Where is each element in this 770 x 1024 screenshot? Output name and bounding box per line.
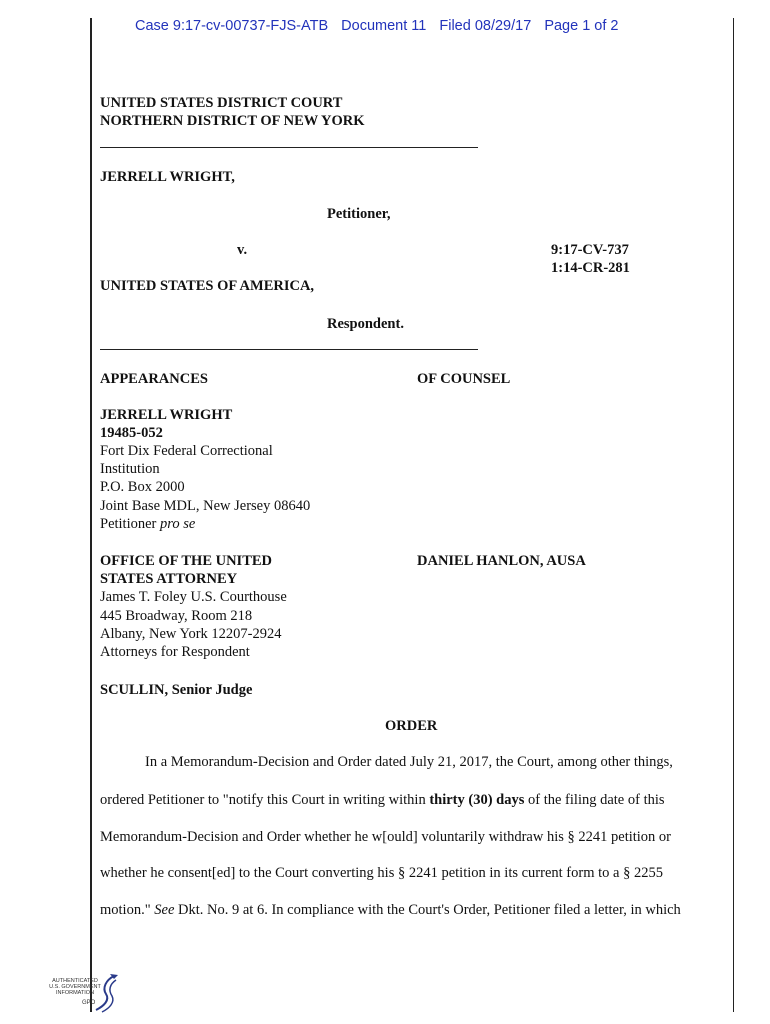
petitioner-address-line: Joint Base MDL, New Jersey 08640 [100,498,311,514]
body-text-segment: Dkt. No. 9 at 6. In compliance with the Court's Order, Petitioner filed a letter, in which [174,902,681,918]
body-text-segment: of the filing date of this [524,792,665,808]
appearances-heading: APPEARANCES [100,371,208,387]
body-text-line [100,902,681,919]
document-number: Document 11 [341,18,427,34]
caption-rule-bottom [100,349,478,350]
case-number: Case 9:17-cv-00737-FJS-ATB [135,18,329,34]
petitioner-address-line: Fort Dix Federal Correctional [100,443,273,459]
petitioner-name: JERRELL WRIGHT, [100,169,235,185]
caption-rule-top [100,147,478,148]
respondent-address-line: Albany, New York 12207-2924 [100,626,282,642]
versus: v. [237,242,248,258]
respondent-office: OFFICE OF THE UNITED [100,553,273,569]
of-counsel-heading: OF COUNSEL [417,371,511,387]
respondent-role: Respondent. [327,316,404,332]
body-text-line: Memorandum-Decision and Order whether he w[ould] voluntarily withdraw his § 2241 petition or [100,829,672,845]
petitioner-register-number: 19485-052 [100,425,163,441]
body-text-segment: ordered Petitioner to "notify this Court in writing within [100,792,430,808]
gpo-seal-line: AUTHENTICATED [52,978,98,984]
petitioner-role: Petitioner, [327,206,391,222]
body-text-segment: motion." [100,902,155,918]
case-number-criminal: 1:14-CR-281 [551,260,630,276]
court-district: NORTHERN DISTRICT OF NEW YORK [100,113,365,129]
order-title: ORDER [385,718,438,734]
role-prefix: Petitioner [100,516,161,532]
body-text-line: whether he consent[ed] to the Court converting his § 2241 petition in its current form to a § 2255 [100,865,663,881]
gpo-authentication-seal [44,972,134,1018]
page-indicator: Page 1 of 2 [544,18,619,34]
gpo-label: GPO [82,1000,96,1006]
respondent-address-line: James T. Foley U.S. Courthouse [100,589,287,605]
respondent-counsel: DANIEL HANLON, AUSA [417,553,586,569]
respondent-role: Attorneys for Respondent [100,644,250,660]
case-number-civil: 9:17-CV-737 [551,242,629,258]
judge-name: SCULLIN, Senior Judge [100,682,253,698]
filing-header [135,18,627,34]
right-margin-line [733,18,734,1012]
petitioner-address-line: P.O. Box 2000 [100,479,185,495]
body-text-line: In a Memorandum-Decision and Order dated July 21, 2017, the Court, among other things, [145,754,673,770]
gpo-seal-line: INFORMATION [55,990,95,997]
gpo-seal-text [44,978,106,997]
respondent-office: STATES ATTORNEY [100,571,238,587]
filed-date: Filed 08/29/17 [439,18,532,34]
court-name: UNITED STATES DISTRICT COURT [100,95,343,111]
citation-signal: See [154,902,175,918]
body-text-line [100,792,665,809]
gpo-seal-line: U.S. GOVERNMENT [49,984,101,991]
left-margin-line [90,18,92,1012]
petitioner-address-line: Institution [100,461,160,477]
petitioner-role-line [100,515,195,533]
pro-se-label: pro se [160,516,196,532]
petitioner-appearance-name: JERRELL WRIGHT [100,407,233,423]
respondent-name: UNITED STATES OF AMERICA, [100,278,315,294]
respondent-address-line: 445 Broadway, Room 218 [100,608,253,624]
deadline-emphasis: thirty (30) days [429,792,525,808]
